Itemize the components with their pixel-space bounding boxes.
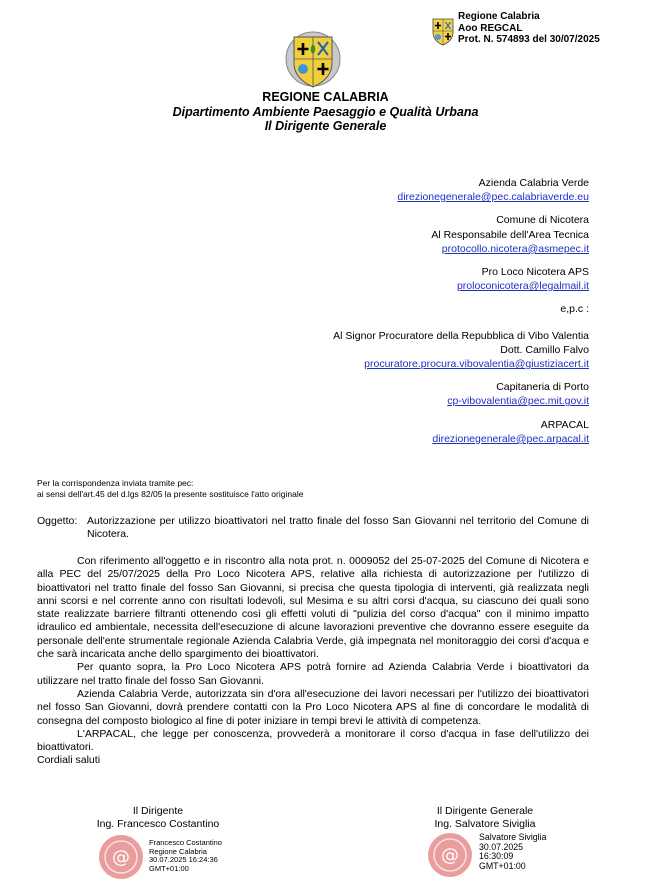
letter-body [37,555,589,768]
protocol-line-3: Prot. N. 574893 del 30/07/2025 [458,34,600,45]
subject-label: Oggetto: [37,515,78,527]
right-signature-block [405,805,565,831]
recipient-email-link[interactable]: direzionegenerale@pec.arpacal.it [432,432,589,445]
closing-greeting: Cordiali saluti [37,754,101,767]
subject-block [37,515,589,541]
recipient-name: ARPACAL [540,418,589,431]
pec-note-line-2: ai sensi dell'art.45 del d.lgs 82/05 la presente sostituisce l'atto originale [37,489,304,499]
right-signer-name: Ing. Salvatore Siviglia [434,818,536,830]
recipient-group [333,329,589,372]
recipient-detail: Al Responsabile dell'Area Tecnica [431,228,589,241]
recipient-group [333,265,589,293]
recipient-group [333,380,589,408]
left-dsig-line-4: GMT+01:00 [149,863,189,873]
regione-calabria-coat-of-arms-icon [285,28,341,90]
left-dsig-line-2: Regione Calabria [149,846,207,856]
subject-text: Autorizzazione per utilizzo bioattivatori nel tratto finale del fosso San Giovanni nel territorio del Comune di Nicotera. [87,515,589,540]
recipient-email-link[interactable]: cp-vibovalentia@pec.mit.gov.it [447,395,589,408]
digital-signature-seal-icon [96,832,146,882]
digital-signature-seal-icon [425,830,475,880]
recipient-group [333,418,589,446]
recipient-detail: Dott. Camillo Falvo [500,343,589,356]
body-paragraph-3: Azienda Calabria Verde, autorizzata sin d'ora all'esecuzione dei lavori necessari per l'utilizzo dei bioattivatori nel fosso San Giovanni, dovrà prendere contatti con la Pro Loco Nicotera APS al fine di concordare le modalità di consegna del composto biologico al fine di poter iniziare in tempi brevi le attività di competenza. [37,687,589,727]
protocol-stamp [458,11,600,46]
body-paragraph-1: Con riferimento all'oggetto e in riscontro alla nota prot. n. 0009052 del 25-07-2025 del Comune di Nicotera e alla PEC del 25/07/2025 della Pro Loco Nicotera APS, relative alla richiesta di autorizzazione per l'utilizzo di bioattivatori nel tratto finale del fosso San Giovanni, si precisa che questa tipologia di interventi, già realizzata negli anni scorsi e nel corrente anno con risultati lodevoli, sul Mesima e su altri corsi d'acqua, su ciascuno dei quali sono state realizzate barriere filtranti ottenendo così gli effetti voluti di "pulizia del corso d'acqua" con il minimo impatto idraulico ed ambientale, necessita dell'esecuzione di alcune lavorazioni preventive che dovranno essere eseguite da personale dell'ente strumentale regionale Azienda Calabria Verde, già impegnata nel monitoraggio dei corsi d'acqua e che sarà incaricata anche dello spargimento dei bioattivatori. [37,555,589,661]
left-signature-block [78,805,238,831]
body-paragraph-2: Per quanto sopra, la Pro Loco Nicotera APS potrà fornire ad Azienda Calabria Verde i bioattivatori da utilizzare nel tratto finale del fosso San Giovanni. [37,661,589,687]
recipient-name: Pro Loco Nicotera APS [481,266,589,279]
left-signer-title: Il Dirigente [132,805,184,817]
recipient-email-link[interactable]: protocollo.nicotera@asmepec.it [441,242,589,255]
right-signer-title: Il Dirigente Generale [436,805,534,817]
recipients-block [333,176,589,455]
recipient-name: Azienda Calabria Verde [478,177,589,189]
pec-note [37,478,303,500]
left-dsig-line-3: 30.07.2025 16:24:36 [149,855,218,864]
svg-text:@: @ [441,845,459,866]
left-dsig-line-1: Francesco Costantino [149,838,222,847]
recipient-email-link[interactable]: procuratore.procura.vibovalentia@giustiziacert.it [364,358,589,371]
recipient-email-link[interactable]: proloconicotera@legalmail.it [456,280,589,293]
left-digital-signature [149,839,222,873]
recipient-email-link[interactable]: direzionegenerale@pec.calabriaverde.eu [397,191,589,204]
regione-calabria-small-logo-icon [430,16,456,46]
department-name: Dipartimento Ambiente Paesaggio e Qualità Urbana [172,105,479,119]
body-paragraph-4: L'ARPACAL, che legge per conoscenza, provvederà a monitorare il corso d'acqua in fase dell'utilizzo dei bioattivatori. [37,727,589,754]
recipient-name: Comune di Nicotera [496,214,589,227]
right-dsig-line-2: 30.07.2025 [479,841,524,852]
recipient-name: Capitaneria di Porto [496,381,589,394]
region-title: REGIONE CALABRIA [262,90,389,104]
right-dsig-line-3: 16:30:09 [479,851,514,862]
svg-text:@: @ [112,847,130,868]
pec-note-line-1: Per la corrispondenza inviata tramite pec: [37,478,194,488]
recipient-name: Al Signor Procuratore della Repubblica di Vibo Valentia [333,329,589,342]
protocol-line-1: Regione Calabria [458,11,540,22]
right-digital-signature [479,833,546,871]
role-title: Il Dirigente Generale [264,119,387,133]
letter-heading [0,90,651,133]
recipient-group [333,176,589,204]
right-dsig-line-1: Salvatore Siviglia [479,832,547,842]
recipient-group [333,213,589,256]
left-signer-name: Ing. Francesco Costantino [96,818,220,830]
right-dsig-line-4: GMT+01:00 [479,860,526,871]
epc-label: e,p.c : [560,303,589,316]
protocol-line-2: Aoo REGCAL [458,22,523,34]
